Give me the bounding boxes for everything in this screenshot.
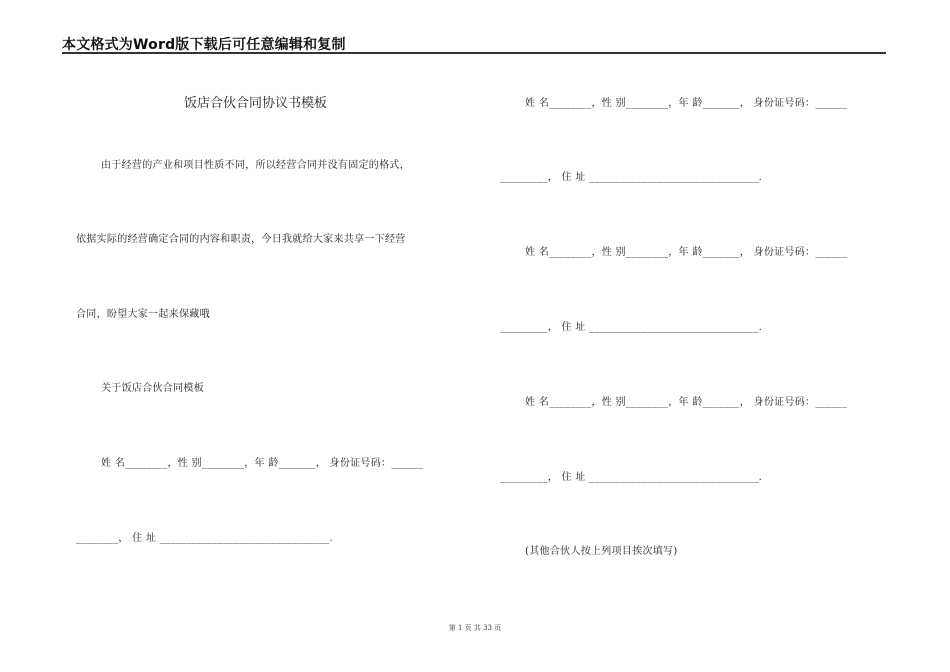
intro-paragraph-line-2: 依据实际的经营确定合同的内容和职责，今日我就给大家来共享一下经营 [76,234,406,245]
header-divider [62,52,886,54]
right-partner-address-line-2: _________， 住 址 ________________________________. [500,322,763,333]
right-partner-address-line-3: _________， 住 址 ________________________________. [500,472,763,483]
partner-info-line-1: 姓 名________，性 别________，年 龄_______， 身份证号码：______ [101,458,424,469]
section-subheading: 关于饭店合伙合同模板 [101,383,204,394]
other-partners-note: (其他合伙人按上列项目挨次填写) [525,546,678,557]
right-partner-info-line-2: 姓 名________，性 别________，年 龄_______， 身份证号码：______ [525,247,848,258]
page-header: 本文格式为Word版下载后可任意编辑和复制 [62,37,346,53]
intro-paragraph-line-1: 由于经营的产业和项目性质不同，所以经营合同并没有固定的格式， [101,160,410,171]
document-title: 饭店合伙合同协议书模板 [184,96,328,111]
right-partner-info-line-3: 姓 名________，性 别________，年 龄_______， 身份证号码：______ [525,397,848,408]
page-number-footer: 第 1 页 共 33 页 [448,624,502,632]
intro-paragraph-line-3: 合同，盼望大家一起来保藏哦 [76,309,210,320]
partner-address-line-1: ________， 住 址 ________________________________. [76,533,333,544]
right-partner-info-line-1: 姓 名________，性 别________，年 龄_______， 身份证号码：______ [525,98,848,109]
right-partner-address-line-1: _________， 住 址 ________________________________. [500,172,763,183]
